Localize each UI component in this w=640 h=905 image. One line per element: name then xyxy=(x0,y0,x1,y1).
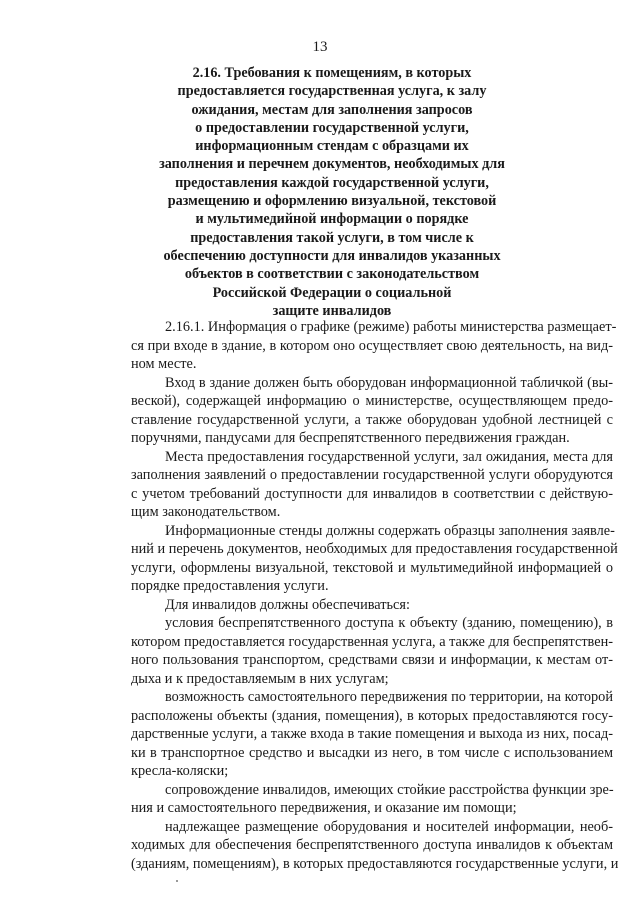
paragraph-line: ки в транспортное средство и высадки из него, в том числе с использованием xyxy=(131,744,613,761)
heading-line: 2.16. Требования к помещениям, в которых xyxy=(192,65,472,81)
paragraph xyxy=(97,448,613,522)
paragraph-line: ния и самостоятельного передвижения, и оказание им помощи; xyxy=(131,800,517,816)
paragraph-line: порядке предоставления услуги. xyxy=(131,578,329,594)
paragraph-line: Для инвалидов должны обеспечиваться: xyxy=(165,596,410,613)
heading-line: и мультимедийной информации о порядке xyxy=(195,211,469,228)
heading-line: заполнения и перечнем документов, необходимых для xyxy=(159,156,505,173)
paragraph-line: ходимых для обеспечения беспрепятственного доступа инвалидов к объектам xyxy=(131,837,613,853)
paragraph xyxy=(97,318,617,374)
paragraph xyxy=(97,781,613,818)
heading-line: размещению и оформлению визуальной, текстовой xyxy=(167,193,497,210)
paragraph xyxy=(97,688,613,781)
heading-line: Российской Федерации о социальной xyxy=(212,284,452,301)
heading-line: предоставления такой услуги, в том числе к xyxy=(190,229,474,246)
paragraph-line: щим законодательством. xyxy=(131,504,281,520)
paragraph-line: расположены объекты (здания, помещения), в которых предоставляются госу- xyxy=(131,707,613,724)
paragraph-line: дыха и к предоставляемым в них услугам; xyxy=(131,670,389,687)
paragraph xyxy=(97,596,613,615)
paragraph-line: условия беспрепятственного доступа к объекту (зданию, помещению), в xyxy=(165,615,613,631)
paragraph-line: веской), содержащей информацию о министерстве, осуществляющем предо- xyxy=(131,393,613,409)
paragraph xyxy=(97,374,613,448)
heading-line: информационным стендам с образцами их xyxy=(195,138,469,155)
heading-line: ожидания, местам для заполнения запросов xyxy=(191,101,473,118)
paragraph-line: дарственные услуги, а также входа в такие помещения и выхода из них, посад- xyxy=(131,726,613,742)
paragraph xyxy=(97,818,619,874)
paragraph-line: кресла-коляски; xyxy=(131,763,229,779)
paragraph-line: поручнями, пандусами для беспрепятственного передвижения граждан. xyxy=(131,430,570,446)
paragraph-line: ся при входе в здание, в котором оно осуществляет свою деятельность, на вид- xyxy=(131,337,613,354)
paragraph-line: Вход в здание должен быть оборудован информационной табличкой (вы- xyxy=(165,374,613,391)
page-number: 13 xyxy=(312,39,328,55)
paragraph-line: надлежащее размещение оборудования и носителей информации, необ- xyxy=(165,818,613,835)
heading-line: предоставляется государственная услуга, к залу xyxy=(177,83,487,100)
paragraph-line: Информационные стенды должны содержать образцы заполнения заявле- xyxy=(165,522,615,539)
paragraph-line: с учетом требований доступности для инвалидов в соответствии с действую- xyxy=(131,485,613,502)
body-text xyxy=(97,318,619,873)
paragraph-line: ставление государственной услуги, а также оборудован удобной лестницей с xyxy=(131,411,613,428)
paragraph-line: сопровождение инвалидов, имеющих стойкие расстройства функции зре- xyxy=(165,781,614,798)
paragraph-line: возможность самостоятельного передвижения по территории, на которой xyxy=(165,689,613,705)
paragraph-line: ном месте. xyxy=(131,356,197,372)
paragraph-line: (зданиям, помещениям), в которых предоставляются государственные услуги, и xyxy=(131,855,619,872)
heading-line: о предоставлении государственной услуги, xyxy=(195,119,469,136)
paragraph-line: заполнения заявлений о предоставлении государственной услуги оборудуются xyxy=(131,467,613,483)
paragraph xyxy=(97,522,618,596)
heading-line: защите инвалидов xyxy=(272,302,392,319)
paragraph-line: Места предоставления государственной услуги, зал ожидания, места для xyxy=(165,448,613,465)
heading-line: объектов в соответствии с законодательством xyxy=(184,266,480,283)
paragraph-line: 2.16.1. Информация о графике (режиме) работы министерства размещает- xyxy=(165,319,617,335)
paragraph xyxy=(97,614,613,688)
paragraph-line: ного пользования транспортом, средствами связи и информации, к местам от- xyxy=(131,652,613,668)
heading-line: обеспечению доступности для инвалидов указанных xyxy=(163,247,501,264)
scan-speck xyxy=(176,880,178,882)
heading-line: предоставления каждой государственной услуги, xyxy=(175,174,489,191)
paragraph-line: ний и перечень документов, необходимых для предоставления государственной xyxy=(131,541,618,557)
paragraph-line: услуги, оформлены визуальной, текстовой и мультимедийной информацией о xyxy=(131,559,613,576)
paragraph-line: котором предоставляется государственная услуга, а также для беспрепятствен- xyxy=(131,633,613,650)
section-heading xyxy=(130,64,534,320)
